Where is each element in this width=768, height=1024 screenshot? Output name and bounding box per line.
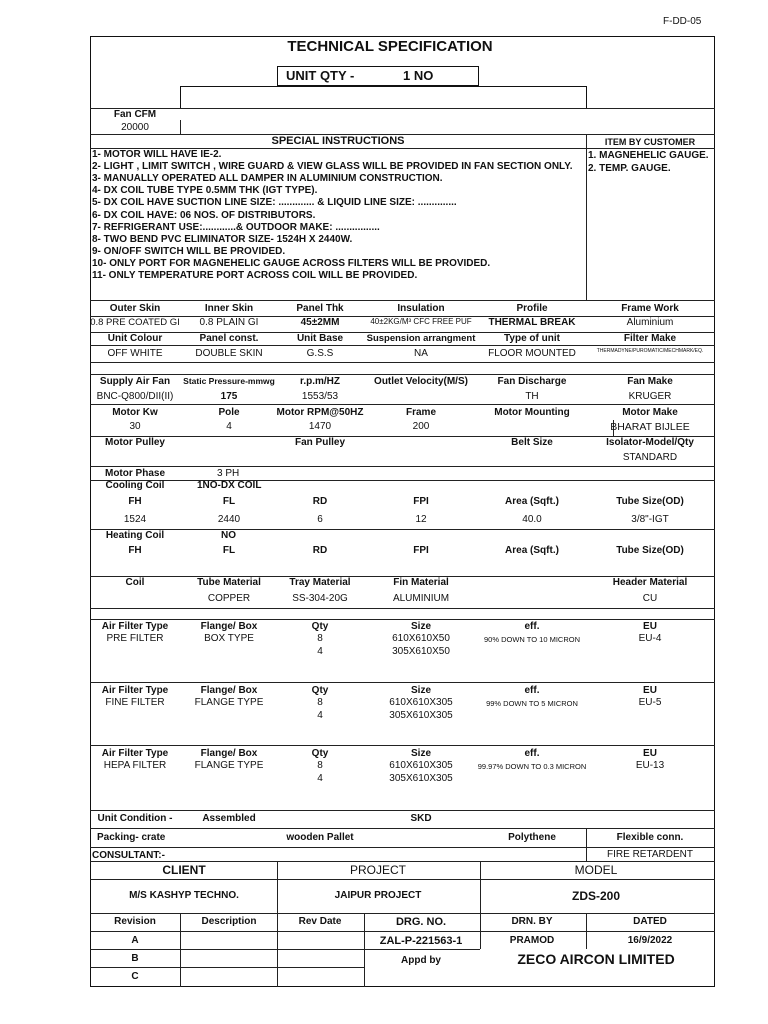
filter-header: Air Filter Type (101, 748, 169, 759)
filter-header: Qty (311, 748, 329, 759)
spec-label: Inner Skin (204, 303, 254, 314)
cooling-value: 12 (415, 514, 427, 525)
spec-value: 4 (226, 421, 232, 432)
filter-type: FINE FILTER (105, 697, 165, 708)
model-heading: MODEL (574, 863, 618, 877)
filter-header: EU (643, 685, 657, 696)
drg-no-header: DRG. NO. (395, 916, 447, 928)
project-name: JAIPUR PROJECT (334, 890, 422, 901)
rule (180, 913, 181, 987)
filter-eu: EU-13 (635, 760, 665, 771)
filter-type: PRE FILTER (106, 633, 164, 644)
cooling-value: 1524 (123, 514, 147, 525)
filter-size: 305X610X50 (392, 646, 450, 657)
rule (277, 861, 278, 913)
fin-material-label: Fin Material (393, 577, 449, 588)
spec-label: Unit Base (296, 333, 344, 344)
filter-eff: 99% DOWN TO 5 MICRON (486, 699, 578, 708)
filter-type: HEPA FILTER (103, 760, 167, 771)
spec-value: OFF WHITE (107, 348, 163, 359)
rule (586, 828, 587, 861)
spec-value: 1553/53 (301, 391, 339, 402)
instruction-line: 3- MANUALLY OPERATED ALL DAMPER IN ALUMINIUM CONSTRUCTION. (92, 173, 443, 185)
revision-b: B (131, 953, 139, 964)
spec-value: 1470 (308, 421, 332, 432)
tray-material-value: SS-304-20G (292, 593, 348, 604)
assembled-label: Assembled (202, 813, 256, 824)
spec-value: FLOOR MOUNTED (488, 348, 576, 359)
polythene-label: Polythene (508, 832, 556, 843)
motor-phase-label: Motor Phase (104, 468, 166, 479)
rule (90, 682, 715, 683)
rule (180, 120, 181, 134)
fan-cfm-label: Fan CFM (113, 109, 157, 120)
rule (90, 810, 715, 811)
heating-coil-label: Heating Coil (105, 530, 165, 541)
pallet-label: wooden Pallet (286, 832, 354, 843)
flex-conn-label: Flexible conn. (616, 832, 684, 843)
spec-value: 40±2KG/M³ CFC FREE PUF (370, 317, 472, 326)
rule (90, 913, 715, 914)
customer-item: 2. TEMP. GAUGE. (588, 162, 671, 174)
spec-label: Frame Work (621, 303, 679, 314)
rule (90, 847, 715, 848)
spec-label: Profile (516, 303, 548, 314)
spec-value: 45±2MM (300, 317, 340, 328)
form-code: F-DD-05 (663, 16, 702, 27)
spec-label: Motor RPM@50HZ (276, 407, 364, 418)
spec-value: 0.8 PRE COATED GI (90, 317, 180, 328)
instruction-line: 5- DX COIL HAVE SUCTION LINE SIZE: ............. & LIQUID LINE SIZE: .............. (92, 197, 457, 209)
tray-material-label: Tray Material (289, 577, 351, 588)
skd-label: SKD (410, 813, 432, 824)
rule (277, 913, 278, 987)
spec-value: DOUBLE SKIN (195, 348, 263, 359)
rule (90, 828, 715, 829)
filter-header: Qty (311, 621, 329, 632)
rule (90, 345, 715, 346)
spec-label: Outer Skin (109, 303, 161, 314)
fire-retardent-label: FIRE RETARDENT (607, 849, 693, 860)
coil-label: Coil (125, 577, 145, 588)
rule (90, 300, 715, 301)
dated-header: DATED (633, 916, 667, 927)
rule (364, 913, 365, 987)
instruction-line: 1- MOTOR WILL HAVE IE-2. (92, 149, 222, 160)
rule (90, 529, 715, 530)
filter-flange: FLANGE TYPE (194, 760, 264, 771)
fan-cfm-value: 20000 (121, 122, 149, 133)
client-heading: CLIENT (162, 863, 206, 877)
tube-material-value: COPPER (207, 593, 251, 604)
heating-coil-type: NO (221, 530, 236, 541)
spec-value: THERMADYNE/PUROMATIC/MECHMARK/EQ. (596, 348, 704, 354)
customer-item: 1. MAGNEHELIC GAUGE. (588, 150, 709, 161)
spec-label: Motor Mounting (494, 407, 570, 418)
spec-value: BHARAT BIJLEE (610, 421, 690, 433)
unit-qty-value: 1 NO (403, 68, 434, 83)
spec-label: Fan Discharge (497, 376, 567, 387)
filter-qty: 4 (317, 710, 323, 721)
special-title: SPECIAL INSTRUCTIONS (271, 135, 405, 147)
filter-header: Flange/ Box (200, 748, 258, 759)
instruction-line: 8- TWO BEND PVC ELIMINATOR SIZE- 1524H X 2440W. (92, 233, 353, 245)
spec-value: 30 (129, 421, 141, 432)
rev-date-header: Rev Date (298, 916, 342, 927)
spec-value: NA (414, 348, 428, 359)
rule (90, 374, 715, 375)
cooling-header: FPI (413, 496, 429, 507)
cooling-header: FH (128, 496, 142, 507)
fin-material-value: ALUMINIUM (392, 593, 450, 604)
filter-eu: EU-4 (638, 633, 662, 644)
spec-label: Insulation (397, 303, 445, 314)
spec-label: Motor Kw (112, 407, 158, 418)
cooling-header: FL (222, 496, 236, 507)
drawing-number: ZAL-P-221563-1 (379, 935, 463, 947)
spec-value: BNC-Q800/DII(II) (96, 391, 174, 402)
filter-header: Air Filter Type (101, 685, 169, 696)
instruction-line: 2- LIGHT , LIMIT SWITCH , WIRE GUARD & VIEW GLASS WILL BE PROVIDED IN FAN SECTION ONLY. (92, 161, 573, 173)
name-box (180, 86, 587, 109)
rule (90, 108, 715, 109)
spec-label: Outlet Velocity(M/S) (374, 376, 468, 387)
drn-by-header: DRN. BY (511, 916, 553, 927)
revision-c: C (131, 971, 139, 982)
spec-label: Frame (405, 407, 437, 418)
spec-label: r.p.m/HZ (299, 376, 341, 387)
motor-phase-value: 3 PH (217, 468, 240, 479)
filter-size: 610X610X50 (392, 633, 450, 644)
filter-qty: 4 (317, 646, 323, 657)
spec-value: THERMAL BREAK (488, 317, 576, 328)
heating-header: FL (222, 545, 236, 556)
filter-header: eff. (524, 621, 540, 632)
filter-header: EU (643, 748, 657, 759)
filter-header: Flange/ Box (200, 685, 258, 696)
rule (90, 745, 715, 746)
spec-label: Suspension arrangment (366, 333, 476, 344)
rule (90, 480, 715, 481)
filter-qty: 8 (317, 633, 323, 644)
rule (90, 608, 715, 609)
filter-header: Flange/ Box (200, 621, 258, 632)
filter-header: Size (410, 748, 432, 759)
spec-value: TH (525, 391, 539, 402)
spec-label: Pole (218, 407, 240, 418)
spec-label: Fan Make (627, 376, 673, 387)
consultant-label: CONSULTANT:- (92, 850, 165, 861)
unit-qty-label: UNIT QTY - (286, 68, 355, 83)
dated-value: 16/9/2022 (627, 935, 673, 946)
rule (90, 861, 715, 862)
unit-condition-label: Unit Condition - (97, 813, 173, 824)
customer-title: ITEM BY CUSTOMER (604, 137, 696, 147)
cooling-header: Tube Size(OD) (616, 496, 684, 507)
rule (90, 949, 480, 950)
revision-a: A (131, 935, 139, 946)
rule (90, 362, 715, 363)
cooling-header: RD (312, 496, 328, 507)
filter-size: 305X610X305 (389, 773, 453, 784)
belt-size-label: Belt Size (511, 437, 553, 448)
filter-header: Air Filter Type (101, 621, 169, 632)
filter-size: 610X610X305 (389, 760, 453, 771)
rule (90, 879, 715, 880)
filter-qty: 8 (317, 697, 323, 708)
spec-label: Supply Air Fan (99, 376, 171, 387)
rule (90, 404, 715, 405)
spec-value: KRUGER (628, 391, 672, 402)
rule (586, 913, 587, 949)
spec-label: Panel const. (199, 333, 259, 344)
spec-label: Type of unit (504, 333, 560, 344)
instruction-line: 11- ONLY TEMPERATURE PORT ACROSS COIL WILL BE PROVIDED. (92, 270, 418, 281)
spec-label: Motor Make (622, 407, 678, 418)
cooling-value: 40.0 (522, 514, 542, 525)
isolator-label: Isolator-Model/Qty (606, 437, 694, 448)
rev-header: Revision (114, 916, 156, 927)
spec-label: Static Pressure-mmwg (183, 376, 275, 386)
cooling-value: 6 (317, 514, 323, 525)
spec-label: Unit Colour (107, 333, 163, 344)
heating-header: FPI (413, 545, 429, 556)
spec-value: G.S.S (306, 348, 334, 359)
filter-header: eff. (524, 748, 540, 759)
isolator-value: STANDARD (622, 452, 678, 463)
filter-header: EU (643, 621, 657, 632)
rule (90, 466, 715, 467)
instruction-line: 10- ONLY PORT FOR MAGNEHELIC GAUGE ACROSS FILTERS WILL BE PROVIDED. (92, 257, 491, 269)
instruction-line: 4- DX COIL TUBE TYPE 0.5MM THK (IGT TYPE). (92, 185, 318, 197)
spec-label: Filter Make (623, 333, 677, 344)
instruction-line: 9- ON/OFF SWITCH WILL BE PROVIDED. (92, 245, 286, 257)
cooling-coil-label: Cooling Coil (105, 480, 165, 491)
header-material-label: Header Material (612, 577, 688, 588)
filter-eu: EU-5 (638, 697, 662, 708)
heating-header: RD (312, 545, 328, 556)
filter-size: 610X610X305 (389, 697, 453, 708)
filter-eff: 99.97% DOWN TO 0.3 MICRON (477, 762, 587, 771)
filter-qty: 8 (317, 760, 323, 771)
spec-value: 200 (412, 421, 430, 432)
fan-pulley-label: Fan Pulley (294, 437, 346, 448)
filter-header: Qty (311, 685, 329, 696)
cooling-header: Area (Sqft.) (505, 496, 559, 507)
spec-value: Aluminium (626, 317, 674, 328)
company-name: ZECO AIRCON LIMITED (517, 951, 675, 967)
heating-header: FH (128, 545, 142, 556)
cooling-value: 2440 (217, 514, 241, 525)
header-material-value: CU (642, 593, 658, 604)
page-title: TECHNICAL SPECIFICATION (287, 38, 493, 55)
tube-material-label: Tube Material (197, 577, 261, 588)
project-heading: PROJECT (349, 863, 407, 877)
cooling-value: 3/8"-IGT (631, 514, 669, 525)
motor-pulley-label: Motor Pulley (104, 437, 166, 448)
rule (90, 967, 364, 968)
client-name: M/S KASHYP TECHNO. (129, 890, 239, 901)
cooling-coil-type: 1NO-DX COIL (197, 480, 262, 491)
filter-header: eff. (524, 685, 540, 696)
filter-header: Size (410, 621, 432, 632)
model-name: ZDS-200 (571, 889, 621, 903)
heating-header: Tube Size(OD) (616, 545, 684, 556)
instruction-line: 7- REFRIGERANT USE:............& OUTDOOR MAKE: ................ (92, 221, 380, 233)
heating-header: Area (Sqft.) (505, 545, 559, 556)
instruction-line: 6- DX COIL HAVE: 06 NOS. OF DISTRIBUTORS. (92, 209, 316, 221)
filter-eff: 90% DOWN TO 10 MICRON (484, 635, 580, 644)
drawn-by: PRAMOD (509, 935, 555, 946)
approved-by-label: Appd by (401, 955, 441, 966)
spec-label: Panel Thk (296, 303, 344, 314)
filter-header: Size (410, 685, 432, 696)
filter-qty: 4 (317, 773, 323, 784)
rule (586, 134, 587, 300)
spec-value: 175 (220, 391, 238, 402)
rule (90, 931, 715, 932)
packing-label: Packing- crate (97, 832, 166, 843)
rule (90, 619, 715, 620)
rule (480, 861, 481, 949)
filter-flange: FLANGE TYPE (194, 697, 264, 708)
description-header: Description (201, 916, 257, 927)
filter-flange: BOX TYPE (204, 633, 254, 644)
spec-value: 0.8 PLAIN GI (199, 317, 259, 328)
filter-size: 305X610X305 (389, 710, 453, 721)
